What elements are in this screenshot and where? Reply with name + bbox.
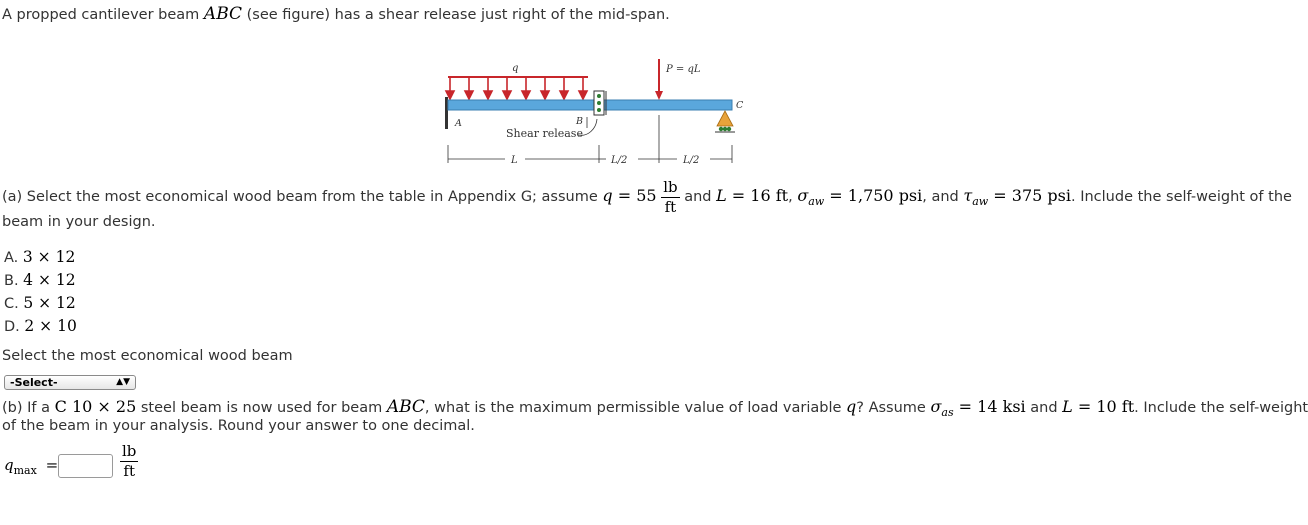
shear-release-label: Shear release <box>506 127 583 140</box>
beam-segment-bc <box>603 100 732 110</box>
part-a-suffix: . Include the self-weight of the <box>1071 189 1292 205</box>
q-max-input[interactable] <box>58 454 113 478</box>
option-letter: A. <box>4 250 19 266</box>
beam-select-dropdown[interactable] <box>4 375 136 390</box>
part-b-mid1: steel beam is now used for beam <box>136 400 387 416</box>
l-symbol: L <box>1062 397 1073 416</box>
q-symbol: q <box>846 397 857 416</box>
and-text: and <box>679 189 717 205</box>
equals-sign: = <box>45 456 59 474</box>
option-letter: B. <box>4 273 19 289</box>
q-symbol: q <box>602 186 613 205</box>
beam-symbol: ABC <box>386 397 425 417</box>
sigma-subscript: aw <box>808 194 825 208</box>
option-d[interactable] <box>4 317 77 335</box>
option-a[interactable] <box>4 248 75 266</box>
dim-l2-left: L/2 <box>611 155 628 166</box>
beam-figure <box>440 55 770 175</box>
roller-support-icon <box>717 111 733 126</box>
unit-lb-per-ft: $\frac{lb}{ft}$ <box>663 177 678 216</box>
part-b-text <box>2 397 1308 419</box>
option-value: 2 × 10 <box>24 317 77 335</box>
option-value: 5 × 12 <box>23 294 76 312</box>
unit-denominator: ft <box>123 462 135 480</box>
part-b-line2: of the beam in your analysis. Round your answer to one decimal. <box>2 418 475 434</box>
point-load-label: P = qL <box>666 64 701 75</box>
and-text: and <box>1025 400 1063 416</box>
part-a-prefix: (a) Select the most economical wood beam from the table in Appendix G; assume <box>2 189 603 205</box>
label-b: B <box>576 116 583 127</box>
option-value: 4 × 12 <box>23 271 76 289</box>
sigma-subscript: as <box>941 405 954 419</box>
label-c: C <box>736 100 744 111</box>
tau-subscript: aw <box>972 194 989 208</box>
part-b-prefix: (b) If a <box>2 400 55 416</box>
sigma-symbol: σ <box>930 397 942 416</box>
comma: , <box>788 189 798 205</box>
option-value: 3 × 12 <box>22 248 76 266</box>
option-letter: D. <box>4 319 20 335</box>
intro-beam-symbol: ABC <box>203 4 243 24</box>
q-symbol: q <box>4 456 14 474</box>
option-b[interactable] <box>4 271 76 289</box>
intro-after: (see figure) has a shear release just right of the mid-span. <box>242 7 670 23</box>
part-b-suffix: . Include the self-weight <box>1134 400 1308 416</box>
tau-value: = 375 psi <box>988 186 1071 205</box>
updown-arrows-icon: ▲▼ <box>116 377 130 387</box>
unit-numerator: lb <box>122 442 137 460</box>
select-value: -Select- <box>10 376 58 389</box>
sigma-value: = 1,750 psi <box>824 186 923 205</box>
part-b-mid3: ? Assume <box>856 400 931 416</box>
l-value: = 10 ft <box>1072 397 1135 416</box>
q-max-label <box>4 456 58 477</box>
sigma-value: = 14 ksi <box>953 397 1026 416</box>
part-a-text <box>2 174 1292 224</box>
label-a: A <box>455 118 462 129</box>
q-value: = 55 <box>612 186 657 205</box>
q-subscript: max <box>13 464 37 477</box>
part-a-line2: beam in your design. <box>2 214 156 230</box>
beam-segment-ab <box>448 100 596 110</box>
intro-text <box>2 4 670 24</box>
and-text-2: , and <box>922 189 964 205</box>
intro-before: A propped cantilever beam <box>2 7 204 23</box>
part-b-mid2: , what is the maximum permissible value of load variable <box>424 400 847 416</box>
sigma-symbol: σ <box>797 186 809 205</box>
load-label-q: q <box>512 63 519 74</box>
steel-section: C 10 × 25 <box>54 397 137 416</box>
tau-symbol: τ <box>963 186 973 205</box>
option-c[interactable] <box>4 294 76 312</box>
option-letter: C. <box>4 296 19 312</box>
dim-l: L <box>511 155 518 166</box>
answer-unit <box>120 444 138 479</box>
distributed-load-arrows <box>446 77 587 99</box>
l-value: = 16 ft <box>726 186 789 205</box>
select-prompt: Select the most economical wood beam <box>2 348 293 364</box>
dim-l2-right: L/2 <box>683 155 700 166</box>
l-symbol: L <box>716 186 727 205</box>
